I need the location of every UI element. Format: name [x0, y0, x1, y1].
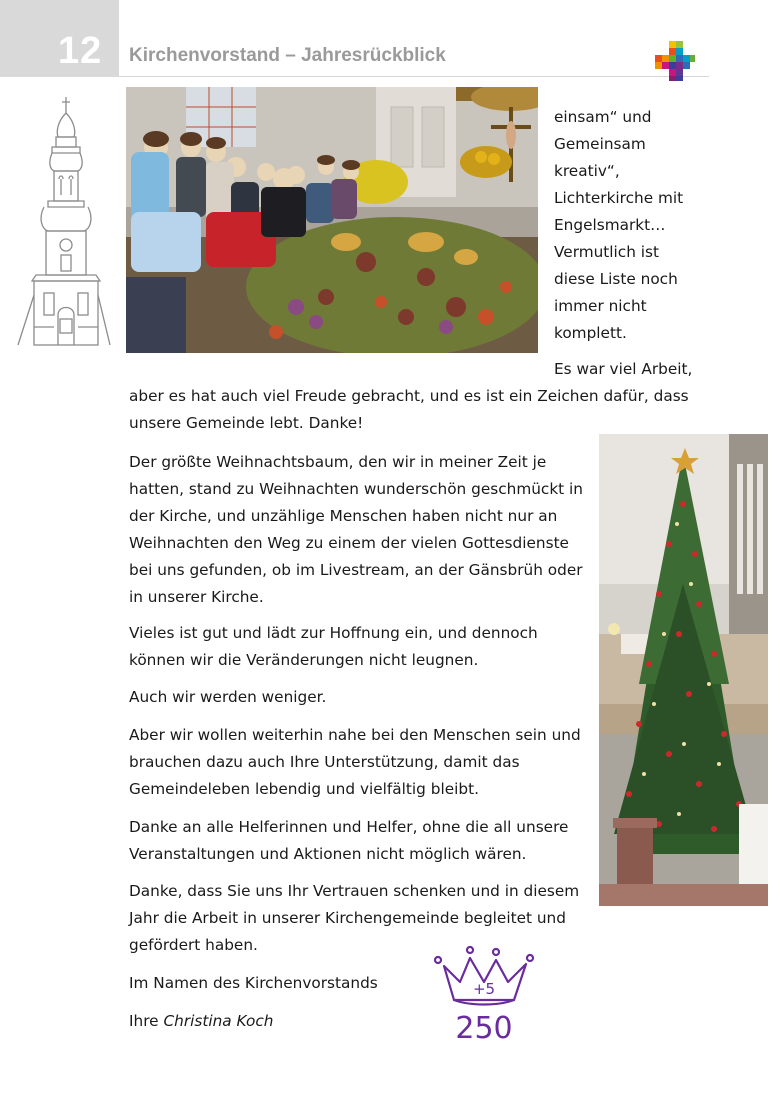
paragraph-4: Auch wir werden weniger. [129, 688, 327, 706]
right-line: Lichterkirche mit [554, 189, 684, 207]
header-divider [119, 76, 709, 77]
christmas-tree-church-photo [599, 434, 768, 906]
right-line: einsam“ und [554, 108, 652, 126]
page-title: Kirchenvorstand – Jahresrückblick [129, 45, 446, 66]
right-line: diese Liste noch [554, 270, 678, 288]
right-column-text [554, 104, 734, 347]
paragraph-3: Vieles ist gut und lädt zur Hoffnung ein, und dennoch können wir die Veränderungen nicht leugnen. [129, 624, 538, 669]
church-tower-sketch-icon [14, 95, 114, 347]
right-line: Gemeinsam [554, 135, 646, 153]
group-harvest-altar-photo [126, 87, 538, 353]
right-line: immer nicht [554, 297, 647, 315]
closing-line: Im Namen des Kirchenvorstands [129, 974, 378, 992]
crown-250-stamp-icon [430, 940, 538, 1046]
page-number-box [0, 0, 119, 77]
right-line: Engelsmarkt… [554, 216, 666, 234]
paragraph-5: Aber wir wollen weiterhin nahe bei den Menschen sein und brauchen dazu auch Ihre Unterstützung, damit das Gemeindeleben lebendig und vielfältig bleibt. [129, 726, 581, 798]
paragraph-2: Der größte Weihnachtsbaum, den wir in meiner Zeit je hatten, stand zu Weihnachten wunderschön geschmückt in der Kirche, und unzählige Menschen haben nicht nur an Weihnachten den Weg zu einem der vielen Gottesdienste bei uns gefunden, ob im Livestream, an der Gänsbrüh oder in unserer Kirche. [129, 453, 583, 606]
crown-plus-text: +5 [472, 980, 496, 998]
paragraph-1-start: Es war viel Arbeit, [554, 360, 693, 378]
colorful-cross-logo-icon [654, 40, 696, 82]
paragraph-7: Danke, dass Sie uns Ihr Vertrauen schenken und in diesem Jahr die Arbeit in unserer Kirchengemeinde begleitet und gefördert haben. [129, 882, 580, 954]
right-line: kreativ“, [554, 162, 620, 180]
paragraph-6: Danke an alle Helferinnen und Helfer, ohne die all unsere Veranstaltungen und Aktionen nicht möglich wären. [129, 818, 569, 863]
page-number: 12 [58, 30, 103, 72]
right-line: komplett. [554, 324, 627, 342]
right-line: Vermutlich ist [554, 243, 659, 261]
paragraph-1: aber es hat auch viel Freude gebracht, und es ist ein Zeichen dafür, dass unsere Gemeinde lebt. Danke! [129, 387, 689, 432]
crown-number-text: 250 [455, 1011, 513, 1046]
signature-name: Christina Koch [163, 1012, 274, 1030]
signature-prefix: Ihre [129, 1012, 159, 1030]
